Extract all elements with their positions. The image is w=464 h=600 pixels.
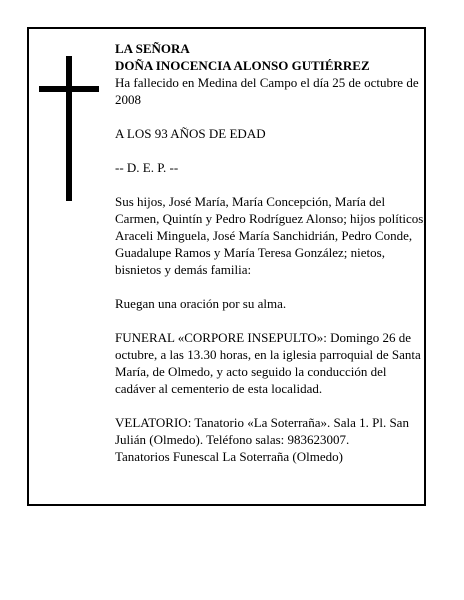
- cross-horizontal-bar: [39, 86, 99, 92]
- notice-text: [115, 40, 427, 465]
- obituary-notice: [27, 27, 426, 506]
- death-statement: Ha fallecido en Medina del Campo el día 25 de octubre de 2008: [115, 75, 419, 107]
- cross-vertical-bar: [66, 56, 72, 201]
- title-line-1: LA SEÑORA: [115, 41, 190, 56]
- funeral-home: Tanatorios Funescal La Soterraña (Olmedo): [115, 449, 343, 464]
- rip-line: -- D. E. P. --: [115, 160, 179, 175]
- prayer-request: Ruegan una oración por su alma.: [115, 296, 287, 311]
- age-statement: A LOS 93 AÑOS DE EDAD: [115, 126, 266, 141]
- family-paragraph: Sus hijos, José María, María Concepción, María del Carmen, Quintín y Pedro Rodríguez Alonso; hijos políticos, Araceli Minguela, José María Sanchidrián, Pedro Conde, Guadalupe Ramos y María Teresa González; nietos, bisnietos y demás familia:: [115, 194, 427, 277]
- wake-details: VELATORIO: Tanatorio «La Soterraña». Sala 1. Pl. San Julián (Olmedo). Teléfono salas: 983623007.: [115, 415, 409, 447]
- deceased-name: DOÑA INOCENCIA ALONSO GUTIÉRREZ: [115, 58, 370, 73]
- cross-icon: [39, 56, 99, 201]
- funeral-details: FUNERAL «CORPORE INSEPULTO»: Domingo 26 de octubre, a las 13.30 horas, en la iglesia parroquial de Santa María, de Olmedo, y acto seguido la conducción del cadáver al cementerio de esta localidad.: [115, 330, 421, 396]
